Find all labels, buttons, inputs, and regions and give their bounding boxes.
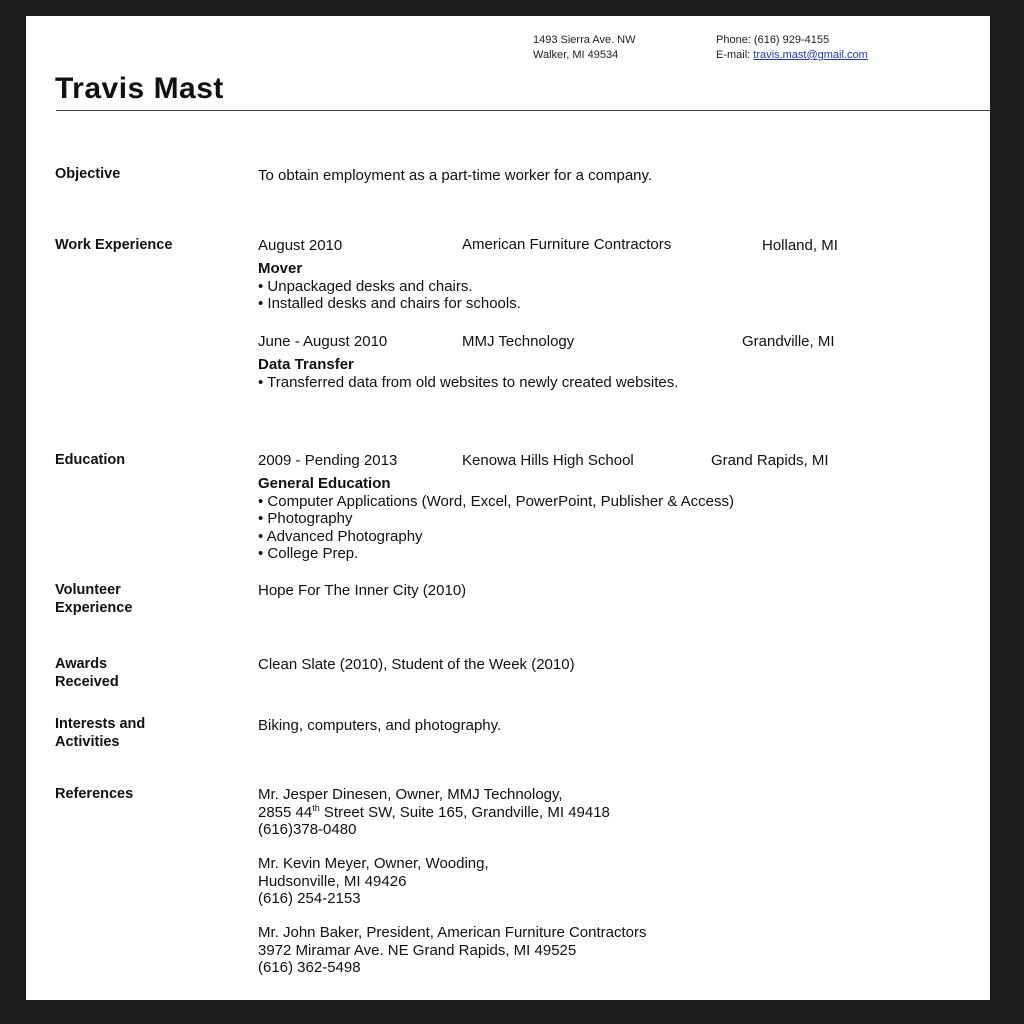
job-1-title: Mover [258,260,303,277]
awards-label-line-1: Awards [55,656,108,672]
objective-label: Objective [55,166,121,182]
reference-2-line-2: Hudsonville, MI 49426 [258,872,407,890]
header-divider [56,110,990,111]
reference-3-line-3: (616) 362-5498 [258,959,361,976]
volunteer-text: Hope For The Inner City (2010) [258,582,467,599]
reference-2-line-1: Mr. Kevin Meyer, Owner, Wooding, [258,855,489,872]
candidate-name: Travis Mast [55,72,224,105]
reference-3 [258,924,647,977]
references-label: References [55,786,134,802]
job-1-location: Holland, MI [762,237,838,254]
email-link[interactable]: travis.mast@gmail.com [753,49,868,61]
email-line [716,48,868,63]
awards-label-line-2: Received [55,673,119,690]
reference-1-line-2 [258,804,610,822]
list-item: • Photography [258,510,353,527]
volunteer-label-line-2: Experience [55,599,133,616]
list-item: • Computer Applications (Word, Excel, PowerPoint, Publisher & Access) [258,492,735,510]
ordinal-suffix: th [312,802,320,813]
job-1-company: American Furniture Contractors [462,236,672,253]
list-item: • Advanced Photography [258,527,423,545]
street-number: 2855 44 [258,803,313,821]
education-location: Grand Rapids, MI [711,452,829,469]
phone-line: Phone: (616) 929-4155 [716,34,830,46]
reference-2 [258,855,489,908]
education-details [258,475,734,563]
contact-block [716,33,868,63]
list-item: • College Prep. [258,545,359,562]
volunteer-label [55,582,132,617]
reference-1-line-1: Mr. Jesper Dinesen, Owner, MMJ Technology, [258,786,563,803]
resume-page [26,16,990,1000]
awards-text: Clean Slate (2010), Student of the Week (2010) [258,656,575,673]
address-line-1: 1493 Sierra Ave. NW [533,34,636,46]
work-experience-label: Work Experience [55,237,173,253]
job-2-company: MMJ Technology [462,333,575,350]
education-school: Kenowa Hills High School [462,452,634,469]
job-2-details [258,356,678,391]
interests-label-line-2: Activities [55,733,120,750]
reference-1 [258,786,610,839]
interests-text: Biking, computers, and photography. [258,717,502,734]
reference-3-line-1: Mr. John Baker, President, American Furniture Contractors [258,924,647,941]
list-item: • Installed desks and chairs for schools. [258,295,521,312]
interests-label-line-1: Interests and [55,716,146,732]
education-date: 2009 - Pending 2013 [258,452,398,469]
list-item: • Transferred data from old websites to newly created websites. [258,373,679,391]
reference-1-line-3: (616)378-0480 [258,821,357,838]
job-2-location: Grandville, MI [742,333,835,350]
job-2-title: Data Transfer [258,356,354,373]
address-block [533,33,636,63]
address-line-2: Walker, MI 49534 [533,49,619,61]
list-item: • Unpackaged desks and chairs. [258,277,473,295]
email-prefix: E-mail: [716,49,754,61]
education-program: General Education [258,475,391,492]
job-2-date: June - August 2010 [258,333,388,350]
education-label: Education [55,452,126,468]
job-1-details [258,260,521,313]
awards-label [55,656,119,691]
objective-text: To obtain employment as a part-time worker for a company. [258,167,653,184]
reference-2-line-3: (616) 254-2153 [258,890,361,907]
job-1-date: August 2010 [258,237,343,254]
volunteer-label-line-1: Volunteer [55,582,121,598]
street-rest: Street SW, Suite 165, Grandville, MI 49418 [319,803,610,821]
interests-label [55,716,145,751]
reference-3-line-2: 3972 Miramar Ave. NE Grand Rapids, MI 49525 [258,941,577,959]
